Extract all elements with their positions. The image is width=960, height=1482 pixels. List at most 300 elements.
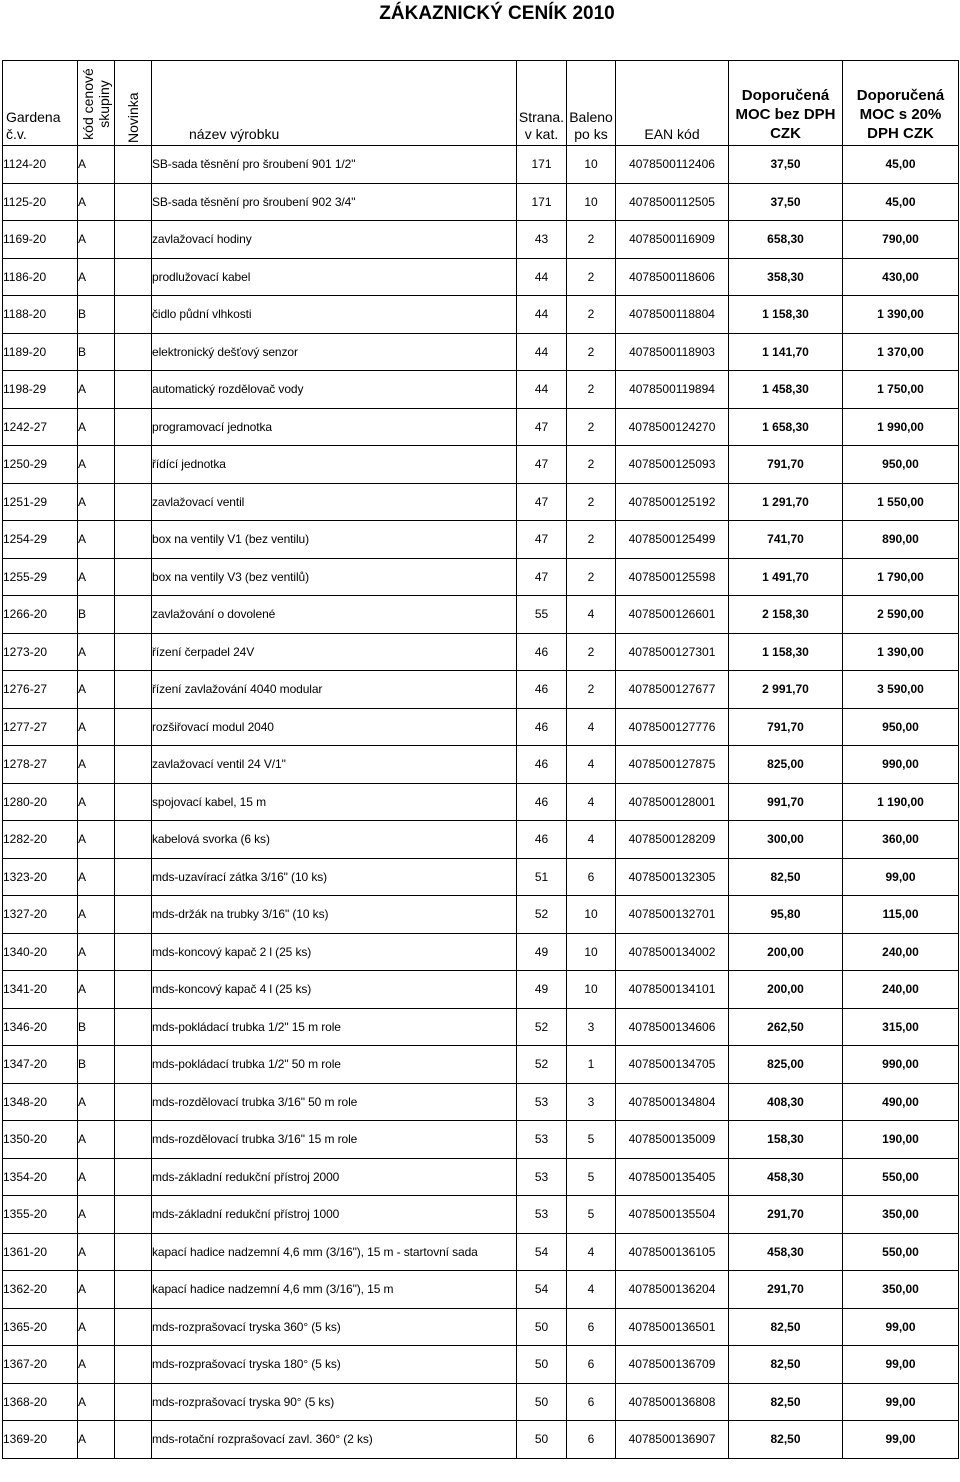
cell-price: 1 458,30 xyxy=(729,371,843,409)
cell-ean: 4078500125499 xyxy=(616,521,729,559)
cell-code: 1254-29 xyxy=(3,521,78,559)
cell-ean: 4078500134606 xyxy=(616,1008,729,1046)
col-header-price-vat xyxy=(843,61,959,146)
cell-catalog-page: 44 xyxy=(517,258,567,296)
cell-price-group: A xyxy=(78,933,115,971)
cell-catalog-page: 47 xyxy=(517,408,567,446)
cell-ean: 4078500127875 xyxy=(616,746,729,784)
table-row xyxy=(3,821,959,859)
cell-code: 1350-20 xyxy=(3,1121,78,1159)
col-header-product-name xyxy=(152,61,517,146)
cell-product-name: mds-rozprašovací tryska 360° (5 ks) xyxy=(152,1308,517,1346)
cell-catalog-page: 50 xyxy=(517,1346,567,1384)
cell-product-name: mds-rozprašovací tryska 180° (5 ks) xyxy=(152,1346,517,1384)
cell-price-group: A xyxy=(78,1233,115,1271)
cell-pack: 2 xyxy=(567,671,616,709)
col-header-price-group xyxy=(78,61,115,146)
cell-price-vat: 350,00 xyxy=(843,1196,959,1234)
col-header-catalog-page xyxy=(517,61,567,146)
cell-catalog-page: 47 xyxy=(517,483,567,521)
cell-ean: 4078500134705 xyxy=(616,1046,729,1084)
cell-product-name: mds-koncový kapač 2 l (25 ks) xyxy=(152,933,517,971)
cell-product-name: mds-rotační rozprašovací zavl. 360° (2 ks) xyxy=(152,1421,517,1459)
cell-product-name: zavlažovací ventil 24 V/1" xyxy=(152,746,517,784)
cell-pack: 10 xyxy=(567,183,616,221)
cell-ean: 4078500136204 xyxy=(616,1271,729,1309)
cell-code: 1125-20 xyxy=(3,183,78,221)
cell-price-vat: 1 370,00 xyxy=(843,333,959,371)
cell-code: 1273-20 xyxy=(3,633,78,671)
cell-price-group: B xyxy=(78,1008,115,1046)
cell-catalog-page: 43 xyxy=(517,221,567,259)
cell-price: 1 158,30 xyxy=(729,296,843,334)
col-header-pack xyxy=(567,61,616,146)
table-row xyxy=(3,1233,959,1271)
cell-price-group: A xyxy=(78,1158,115,1196)
cell-product-name: spojovací kabel, 15 m xyxy=(152,783,517,821)
cell-new xyxy=(115,783,152,821)
cell-price-vat: 99,00 xyxy=(843,1308,959,1346)
cell-product-name: mds-držák na trubky 3/16" (10 ks) xyxy=(152,896,517,934)
price-list-table xyxy=(2,60,959,1459)
cell-new xyxy=(115,821,152,859)
cell-price-vat: 1 190,00 xyxy=(843,783,959,821)
cell-product-name: zavlažovací ventil xyxy=(152,483,517,521)
col-header-new-label: Novinka xyxy=(125,92,141,143)
table-row xyxy=(3,858,959,896)
cell-price-vat: 490,00 xyxy=(843,1083,959,1121)
cell-price-vat: 430,00 xyxy=(843,258,959,296)
table-row xyxy=(3,333,959,371)
cell-price-vat: 1 990,00 xyxy=(843,408,959,446)
cell-catalog-page: 44 xyxy=(517,333,567,371)
cell-code: 1169-20 xyxy=(3,221,78,259)
cell-price-group: A xyxy=(78,183,115,221)
cell-catalog-page: 46 xyxy=(517,671,567,709)
cell-code: 1368-20 xyxy=(3,1383,78,1421)
cell-price-vat: 350,00 xyxy=(843,1271,959,1309)
cell-code: 1250-29 xyxy=(3,446,78,484)
cell-price-group: A xyxy=(78,1346,115,1384)
cell-price-vat: 550,00 xyxy=(843,1158,959,1196)
cell-catalog-page: 53 xyxy=(517,1196,567,1234)
table-row xyxy=(3,146,959,184)
cell-code: 1362-20 xyxy=(3,1271,78,1309)
cell-price-vat: 45,00 xyxy=(843,183,959,221)
cell-new xyxy=(115,858,152,896)
cell-catalog-page: 54 xyxy=(517,1271,567,1309)
cell-catalog-page: 49 xyxy=(517,933,567,971)
cell-ean: 4078500125192 xyxy=(616,483,729,521)
cell-price: 291,70 xyxy=(729,1271,843,1309)
col-header-price-group-label: kód cenové skupiny xyxy=(80,68,112,140)
table-row xyxy=(3,558,959,596)
cell-price-group: B xyxy=(78,333,115,371)
cell-price: 791,70 xyxy=(729,708,843,746)
cell-pack: 5 xyxy=(567,1158,616,1196)
cell-catalog-page: 52 xyxy=(517,1008,567,1046)
cell-price-vat: 990,00 xyxy=(843,746,959,784)
cell-code: 1354-20 xyxy=(3,1158,78,1196)
cell-new xyxy=(115,296,152,334)
col-header-price-vat-label: Doporučená MOC s 20% DPH CZK xyxy=(856,87,945,142)
cell-price: 791,70 xyxy=(729,446,843,484)
cell-ean: 4078500132701 xyxy=(616,896,729,934)
cell-product-name: SB-sada těsnění pro šroubení 902 3/4" xyxy=(152,183,517,221)
table-row xyxy=(3,1121,959,1159)
cell-price-group: A xyxy=(78,146,115,184)
cell-product-name: mds-základní redukční přístroj 2000 xyxy=(152,1158,517,1196)
cell-new xyxy=(115,896,152,934)
cell-price-group: A xyxy=(78,221,115,259)
cell-code: 1266-20 xyxy=(3,596,78,634)
cell-pack: 10 xyxy=(567,896,616,934)
cell-new xyxy=(115,1158,152,1196)
cell-catalog-page: 51 xyxy=(517,858,567,896)
page-title: ZÁKAZNICKÝ CENÍK 2010 xyxy=(379,3,615,24)
cell-price-vat: 890,00 xyxy=(843,521,959,559)
cell-price-vat: 950,00 xyxy=(843,708,959,746)
cell-price: 658,30 xyxy=(729,221,843,259)
cell-new xyxy=(115,1346,152,1384)
cell-pack: 2 xyxy=(567,296,616,334)
cell-ean: 4078500125093 xyxy=(616,446,729,484)
cell-code: 1369-20 xyxy=(3,1421,78,1459)
col-header-ean xyxy=(616,61,729,146)
cell-code: 1251-29 xyxy=(3,483,78,521)
col-header-pack-label: Baleno po ks xyxy=(569,109,613,142)
cell-ean: 4078500118804 xyxy=(616,296,729,334)
cell-catalog-page: 49 xyxy=(517,971,567,1009)
cell-catalog-page: 171 xyxy=(517,146,567,184)
table-row xyxy=(3,933,959,971)
cell-pack: 6 xyxy=(567,1383,616,1421)
cell-price-vat: 2 590,00 xyxy=(843,596,959,634)
cell-new xyxy=(115,371,152,409)
cell-code: 1340-20 xyxy=(3,933,78,971)
cell-pack: 4 xyxy=(567,746,616,784)
cell-new xyxy=(115,746,152,784)
cell-price-group: A xyxy=(78,671,115,709)
cell-pack: 4 xyxy=(567,1271,616,1309)
cell-new xyxy=(115,1308,152,1346)
table-row xyxy=(3,783,959,821)
cell-product-name: prodlužovací kabel xyxy=(152,258,517,296)
cell-catalog-page: 47 xyxy=(517,558,567,596)
col-header-ean-label: EAN kód xyxy=(644,126,700,142)
cell-price: 200,00 xyxy=(729,933,843,971)
table-row xyxy=(3,1083,959,1121)
cell-price-vat: 950,00 xyxy=(843,446,959,484)
table-row xyxy=(3,1346,959,1384)
cell-code: 1282-20 xyxy=(3,821,78,859)
cell-price: 82,50 xyxy=(729,1308,843,1346)
cell-price-group: A xyxy=(78,1308,115,1346)
cell-pack: 4 xyxy=(567,596,616,634)
cell-price: 1 158,30 xyxy=(729,633,843,671)
cell-product-name: mds-rozprašovací tryska 90° (5 ks) xyxy=(152,1383,517,1421)
cell-new xyxy=(115,933,152,971)
table-row xyxy=(3,446,959,484)
cell-price: 82,50 xyxy=(729,1383,843,1421)
cell-product-name: kapací hadice nadzemní 4,6 mm (3/16"), 15 m - startovní sada xyxy=(152,1233,517,1271)
cell-product-name: řízení čerpadel 24V xyxy=(152,633,517,671)
table-header-row xyxy=(3,61,959,146)
cell-new xyxy=(115,408,152,446)
cell-pack: 3 xyxy=(567,1008,616,1046)
cell-ean: 4078500136808 xyxy=(616,1383,729,1421)
table-row xyxy=(3,483,959,521)
cell-ean: 4078500112406 xyxy=(616,146,729,184)
cell-pack: 2 xyxy=(567,521,616,559)
cell-price-vat: 99,00 xyxy=(843,1383,959,1421)
cell-code: 1280-20 xyxy=(3,783,78,821)
cell-new xyxy=(115,446,152,484)
cell-price: 825,00 xyxy=(729,746,843,784)
cell-price-group: A xyxy=(78,258,115,296)
cell-catalog-page: 50 xyxy=(517,1383,567,1421)
cell-code: 1346-20 xyxy=(3,1008,78,1046)
cell-price-group: B xyxy=(78,296,115,334)
cell-price: 262,50 xyxy=(729,1008,843,1046)
col-header-price xyxy=(729,61,843,146)
cell-new xyxy=(115,483,152,521)
cell-product-name: elektronický dešťový senzor xyxy=(152,333,517,371)
cell-product-name: mds-základní redukční přístroj 1000 xyxy=(152,1196,517,1234)
cell-new xyxy=(115,708,152,746)
cell-price-group: A xyxy=(78,1121,115,1159)
cell-price-vat: 990,00 xyxy=(843,1046,959,1084)
cell-code: 1186-20 xyxy=(3,258,78,296)
cell-code: 1255-29 xyxy=(3,558,78,596)
cell-pack: 5 xyxy=(567,1121,616,1159)
table-row xyxy=(3,1008,959,1046)
cell-pack: 10 xyxy=(567,971,616,1009)
cell-price-group: A xyxy=(78,633,115,671)
cell-ean: 4078500125598 xyxy=(616,558,729,596)
col-header-catalog-page-label: Strana. v kat. xyxy=(518,109,565,142)
cell-price-group: A xyxy=(78,1421,115,1459)
table-row xyxy=(3,1421,959,1459)
cell-ean: 4078500118606 xyxy=(616,258,729,296)
cell-pack: 2 xyxy=(567,408,616,446)
cell-product-name: řízení zavlažování 4040 modular xyxy=(152,671,517,709)
cell-price-vat: 1 790,00 xyxy=(843,558,959,596)
cell-price-vat: 99,00 xyxy=(843,858,959,896)
cell-new xyxy=(115,146,152,184)
cell-product-name: box na ventily V1 (bez ventilu) xyxy=(152,521,517,559)
col-header-code xyxy=(3,61,78,146)
cell-product-name: SB-sada těsnění pro šroubení 901 1/2" xyxy=(152,146,517,184)
cell-new xyxy=(115,258,152,296)
cell-price-vat: 99,00 xyxy=(843,1346,959,1384)
table-row xyxy=(3,708,959,746)
cell-new xyxy=(115,333,152,371)
table-row xyxy=(3,1158,959,1196)
col-header-price-label: Doporučená MOC bez DPH CZK xyxy=(735,87,836,142)
cell-pack: 4 xyxy=(567,821,616,859)
cell-code: 1341-20 xyxy=(3,971,78,1009)
cell-price: 37,50 xyxy=(729,146,843,184)
cell-price-group: A xyxy=(78,558,115,596)
table-row xyxy=(3,746,959,784)
cell-price: 82,50 xyxy=(729,858,843,896)
cell-price: 991,70 xyxy=(729,783,843,821)
cell-ean: 4078500126601 xyxy=(616,596,729,634)
cell-code: 1276-27 xyxy=(3,671,78,709)
cell-product-name: kapací hadice nadzemní 4,6 mm (3/16"), 15 m xyxy=(152,1271,517,1309)
cell-ean: 4078500136105 xyxy=(616,1233,729,1271)
table-body xyxy=(3,146,959,1459)
cell-price-vat: 1 390,00 xyxy=(843,296,959,334)
cell-code: 1198-29 xyxy=(3,371,78,409)
cell-ean: 4078500112505 xyxy=(616,183,729,221)
cell-product-name: kabelová svorka (6 ks) xyxy=(152,821,517,859)
cell-price-vat: 3 590,00 xyxy=(843,671,959,709)
table-row xyxy=(3,896,959,934)
cell-code: 1277-27 xyxy=(3,708,78,746)
cell-price-group: A xyxy=(78,1083,115,1121)
cell-price-group: A xyxy=(78,746,115,784)
cell-price: 37,50 xyxy=(729,183,843,221)
cell-price: 158,30 xyxy=(729,1121,843,1159)
cell-price: 408,30 xyxy=(729,1083,843,1121)
cell-product-name: mds-rozdělovací trubka 3/16" 50 m role xyxy=(152,1083,517,1121)
cell-price-vat: 1 750,00 xyxy=(843,371,959,409)
cell-product-name: box na ventily V3 (bez ventilů) xyxy=(152,558,517,596)
cell-price: 200,00 xyxy=(729,971,843,1009)
cell-code: 1242-27 xyxy=(3,408,78,446)
cell-ean: 4078500128209 xyxy=(616,821,729,859)
cell-pack: 2 xyxy=(567,221,616,259)
col-header-code-label: Gardena č.v. xyxy=(6,109,61,142)
cell-price-group: A xyxy=(78,708,115,746)
table-row xyxy=(3,971,959,1009)
cell-price: 2 991,70 xyxy=(729,671,843,709)
cell-catalog-page: 53 xyxy=(517,1083,567,1121)
cell-new xyxy=(115,971,152,1009)
cell-catalog-page: 55 xyxy=(517,596,567,634)
cell-code: 1361-20 xyxy=(3,1233,78,1271)
cell-product-name: rozšiřovací modul 2040 xyxy=(152,708,517,746)
cell-price-group: A xyxy=(78,971,115,1009)
cell-product-name: mds-pokládací trubka 1/2" 50 m role xyxy=(152,1046,517,1084)
cell-new xyxy=(115,1421,152,1459)
cell-product-name: řídící jednotka xyxy=(152,446,517,484)
cell-price: 1 141,70 xyxy=(729,333,843,371)
cell-pack: 4 xyxy=(567,708,616,746)
table-row xyxy=(3,221,959,259)
cell-price-vat: 190,00 xyxy=(843,1121,959,1159)
cell-price: 300,00 xyxy=(729,821,843,859)
cell-pack: 5 xyxy=(567,1196,616,1234)
cell-new xyxy=(115,1083,152,1121)
cell-price: 825,00 xyxy=(729,1046,843,1084)
cell-ean: 4078500128001 xyxy=(616,783,729,821)
cell-ean: 4078500136501 xyxy=(616,1308,729,1346)
cell-price: 1 658,30 xyxy=(729,408,843,446)
cell-new xyxy=(115,596,152,634)
cell-new xyxy=(115,1046,152,1084)
cell-ean: 4078500136907 xyxy=(616,1421,729,1459)
cell-catalog-page: 46 xyxy=(517,708,567,746)
cell-price: 458,30 xyxy=(729,1158,843,1196)
cell-ean: 4078500135504 xyxy=(616,1196,729,1234)
cell-price-group: A xyxy=(78,1271,115,1309)
cell-ean: 4078500134804 xyxy=(616,1083,729,1121)
cell-code: 1347-20 xyxy=(3,1046,78,1084)
cell-pack: 6 xyxy=(567,1421,616,1459)
cell-price-group: A xyxy=(78,783,115,821)
cell-price-vat: 1 390,00 xyxy=(843,633,959,671)
cell-price: 1 491,70 xyxy=(729,558,843,596)
cell-catalog-page: 53 xyxy=(517,1121,567,1159)
cell-price-vat: 790,00 xyxy=(843,221,959,259)
cell-price-group: A xyxy=(78,821,115,859)
cell-ean: 4078500124270 xyxy=(616,408,729,446)
table-row xyxy=(3,1271,959,1309)
cell-pack: 6 xyxy=(567,858,616,896)
cell-code: 1355-20 xyxy=(3,1196,78,1234)
cell-ean: 4078500119894 xyxy=(616,371,729,409)
cell-new xyxy=(115,1008,152,1046)
table-row xyxy=(3,1196,959,1234)
cell-new xyxy=(115,1383,152,1421)
cell-catalog-page: 54 xyxy=(517,1233,567,1271)
cell-catalog-page: 171 xyxy=(517,183,567,221)
cell-new xyxy=(115,183,152,221)
cell-catalog-page: 44 xyxy=(517,371,567,409)
col-header-new xyxy=(115,61,152,146)
cell-pack: 6 xyxy=(567,1308,616,1346)
cell-price: 741,70 xyxy=(729,521,843,559)
cell-new xyxy=(115,558,152,596)
cell-price-vat: 1 550,00 xyxy=(843,483,959,521)
cell-code: 1348-20 xyxy=(3,1083,78,1121)
cell-price: 458,30 xyxy=(729,1233,843,1271)
cell-catalog-page: 52 xyxy=(517,1046,567,1084)
table-row xyxy=(3,296,959,334)
cell-price-vat: 115,00 xyxy=(843,896,959,934)
cell-pack: 2 xyxy=(567,446,616,484)
cell-price-group: A xyxy=(78,521,115,559)
cell-ean: 4078500127677 xyxy=(616,671,729,709)
cell-new xyxy=(115,1271,152,1309)
cell-new xyxy=(115,521,152,559)
cell-price-group: B xyxy=(78,1046,115,1084)
cell-price-group: A xyxy=(78,896,115,934)
cell-price-group: A xyxy=(78,1383,115,1421)
cell-pack: 10 xyxy=(567,933,616,971)
cell-catalog-page: 44 xyxy=(517,296,567,334)
cell-price: 95,80 xyxy=(729,896,843,934)
cell-catalog-page: 46 xyxy=(517,783,567,821)
cell-price-group: A xyxy=(78,371,115,409)
cell-new xyxy=(115,221,152,259)
table-row xyxy=(3,671,959,709)
cell-price-group: A xyxy=(78,446,115,484)
cell-product-name: mds-koncový kapač 4 l (25 ks) xyxy=(152,971,517,1009)
cell-new xyxy=(115,633,152,671)
cell-product-name: mds-pokládací trubka 1/2" 15 m role xyxy=(152,1008,517,1046)
cell-ean: 4078500134101 xyxy=(616,971,729,1009)
cell-pack: 4 xyxy=(567,1233,616,1271)
cell-code: 1367-20 xyxy=(3,1346,78,1384)
cell-catalog-page: 46 xyxy=(517,746,567,784)
cell-product-name: zavlažovací hodiny xyxy=(152,221,517,259)
cell-pack: 2 xyxy=(567,371,616,409)
cell-pack: 2 xyxy=(567,633,616,671)
